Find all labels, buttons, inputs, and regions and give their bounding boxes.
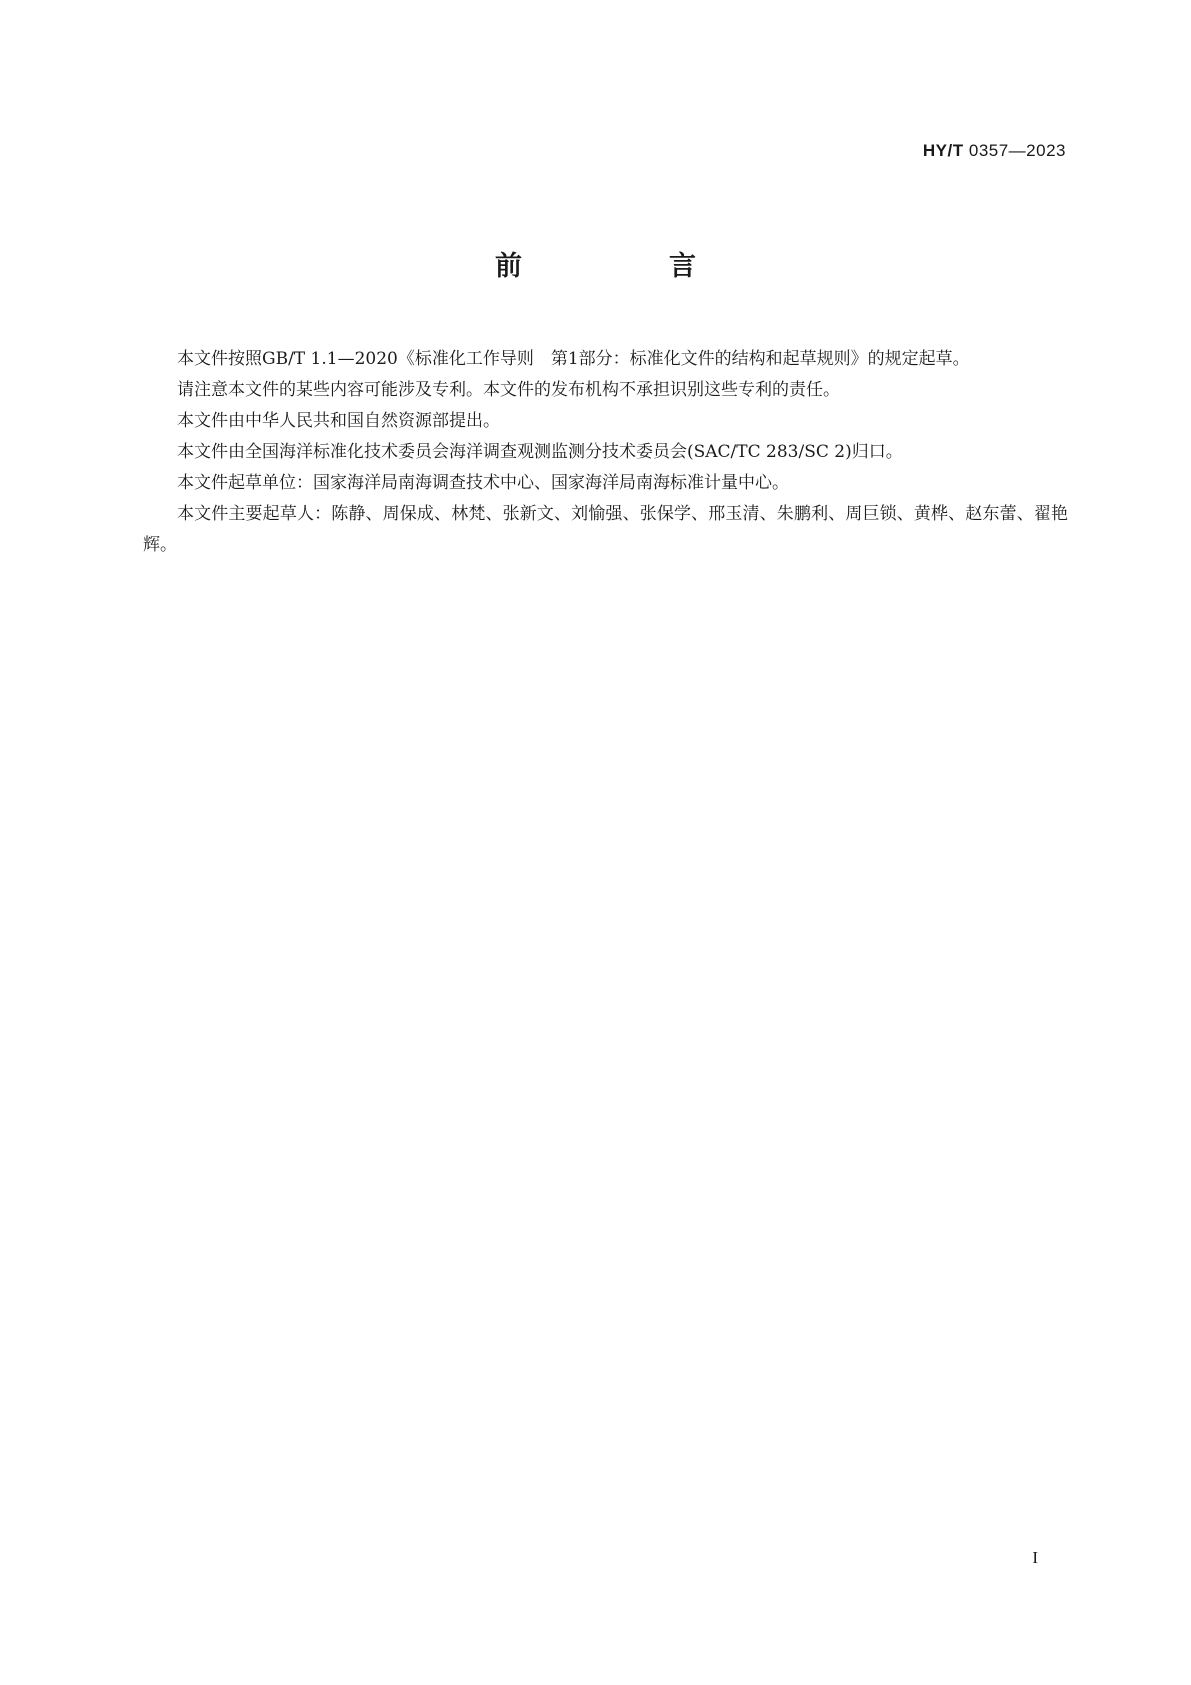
- standard-code: [923, 141, 1066, 161]
- paragraph-drafting-rules: 本文件按照GB/T 1.1—2020《标准化工作导则 第1部分：标准化文件的结构和起草规则》的规定起草。: [177, 349, 970, 369]
- paragraph-patent-notice: 请注意本文件的某些内容可能涉及专利。本文件的发布机构不承担识别这些专利的责任。: [177, 380, 840, 400]
- standard-code-number: 0357—2023: [968, 141, 1066, 160]
- page-number: I: [1032, 1548, 1038, 1567]
- paragraph-proposer: 本文件由中华人民共和国自然资源部提出。: [177, 411, 500, 431]
- foreword-body: [143, 344, 1068, 561]
- paragraph-drafting-units: 本文件起草单位：国家海洋局南海调查技术中心、国家海洋局南海标准计量中心。: [177, 473, 789, 493]
- paragraph-drafters: 本文件主要起草人：陈静、周保成、林梵、张新文、刘愉强、张保学、邢玉清、朱鹏利、周巨锁、黄桦、赵东蕾、翟艳辉。: [143, 504, 1068, 555]
- standard-code-prefix: HY/T: [922, 141, 964, 160]
- page-title: 前 言: [495, 251, 756, 282]
- paragraph-committee: 本文件由全国海洋标准化技术委员会海洋调查观测监测分技术委员会(SAC/TC 283/SC 2)归口。: [177, 442, 903, 462]
